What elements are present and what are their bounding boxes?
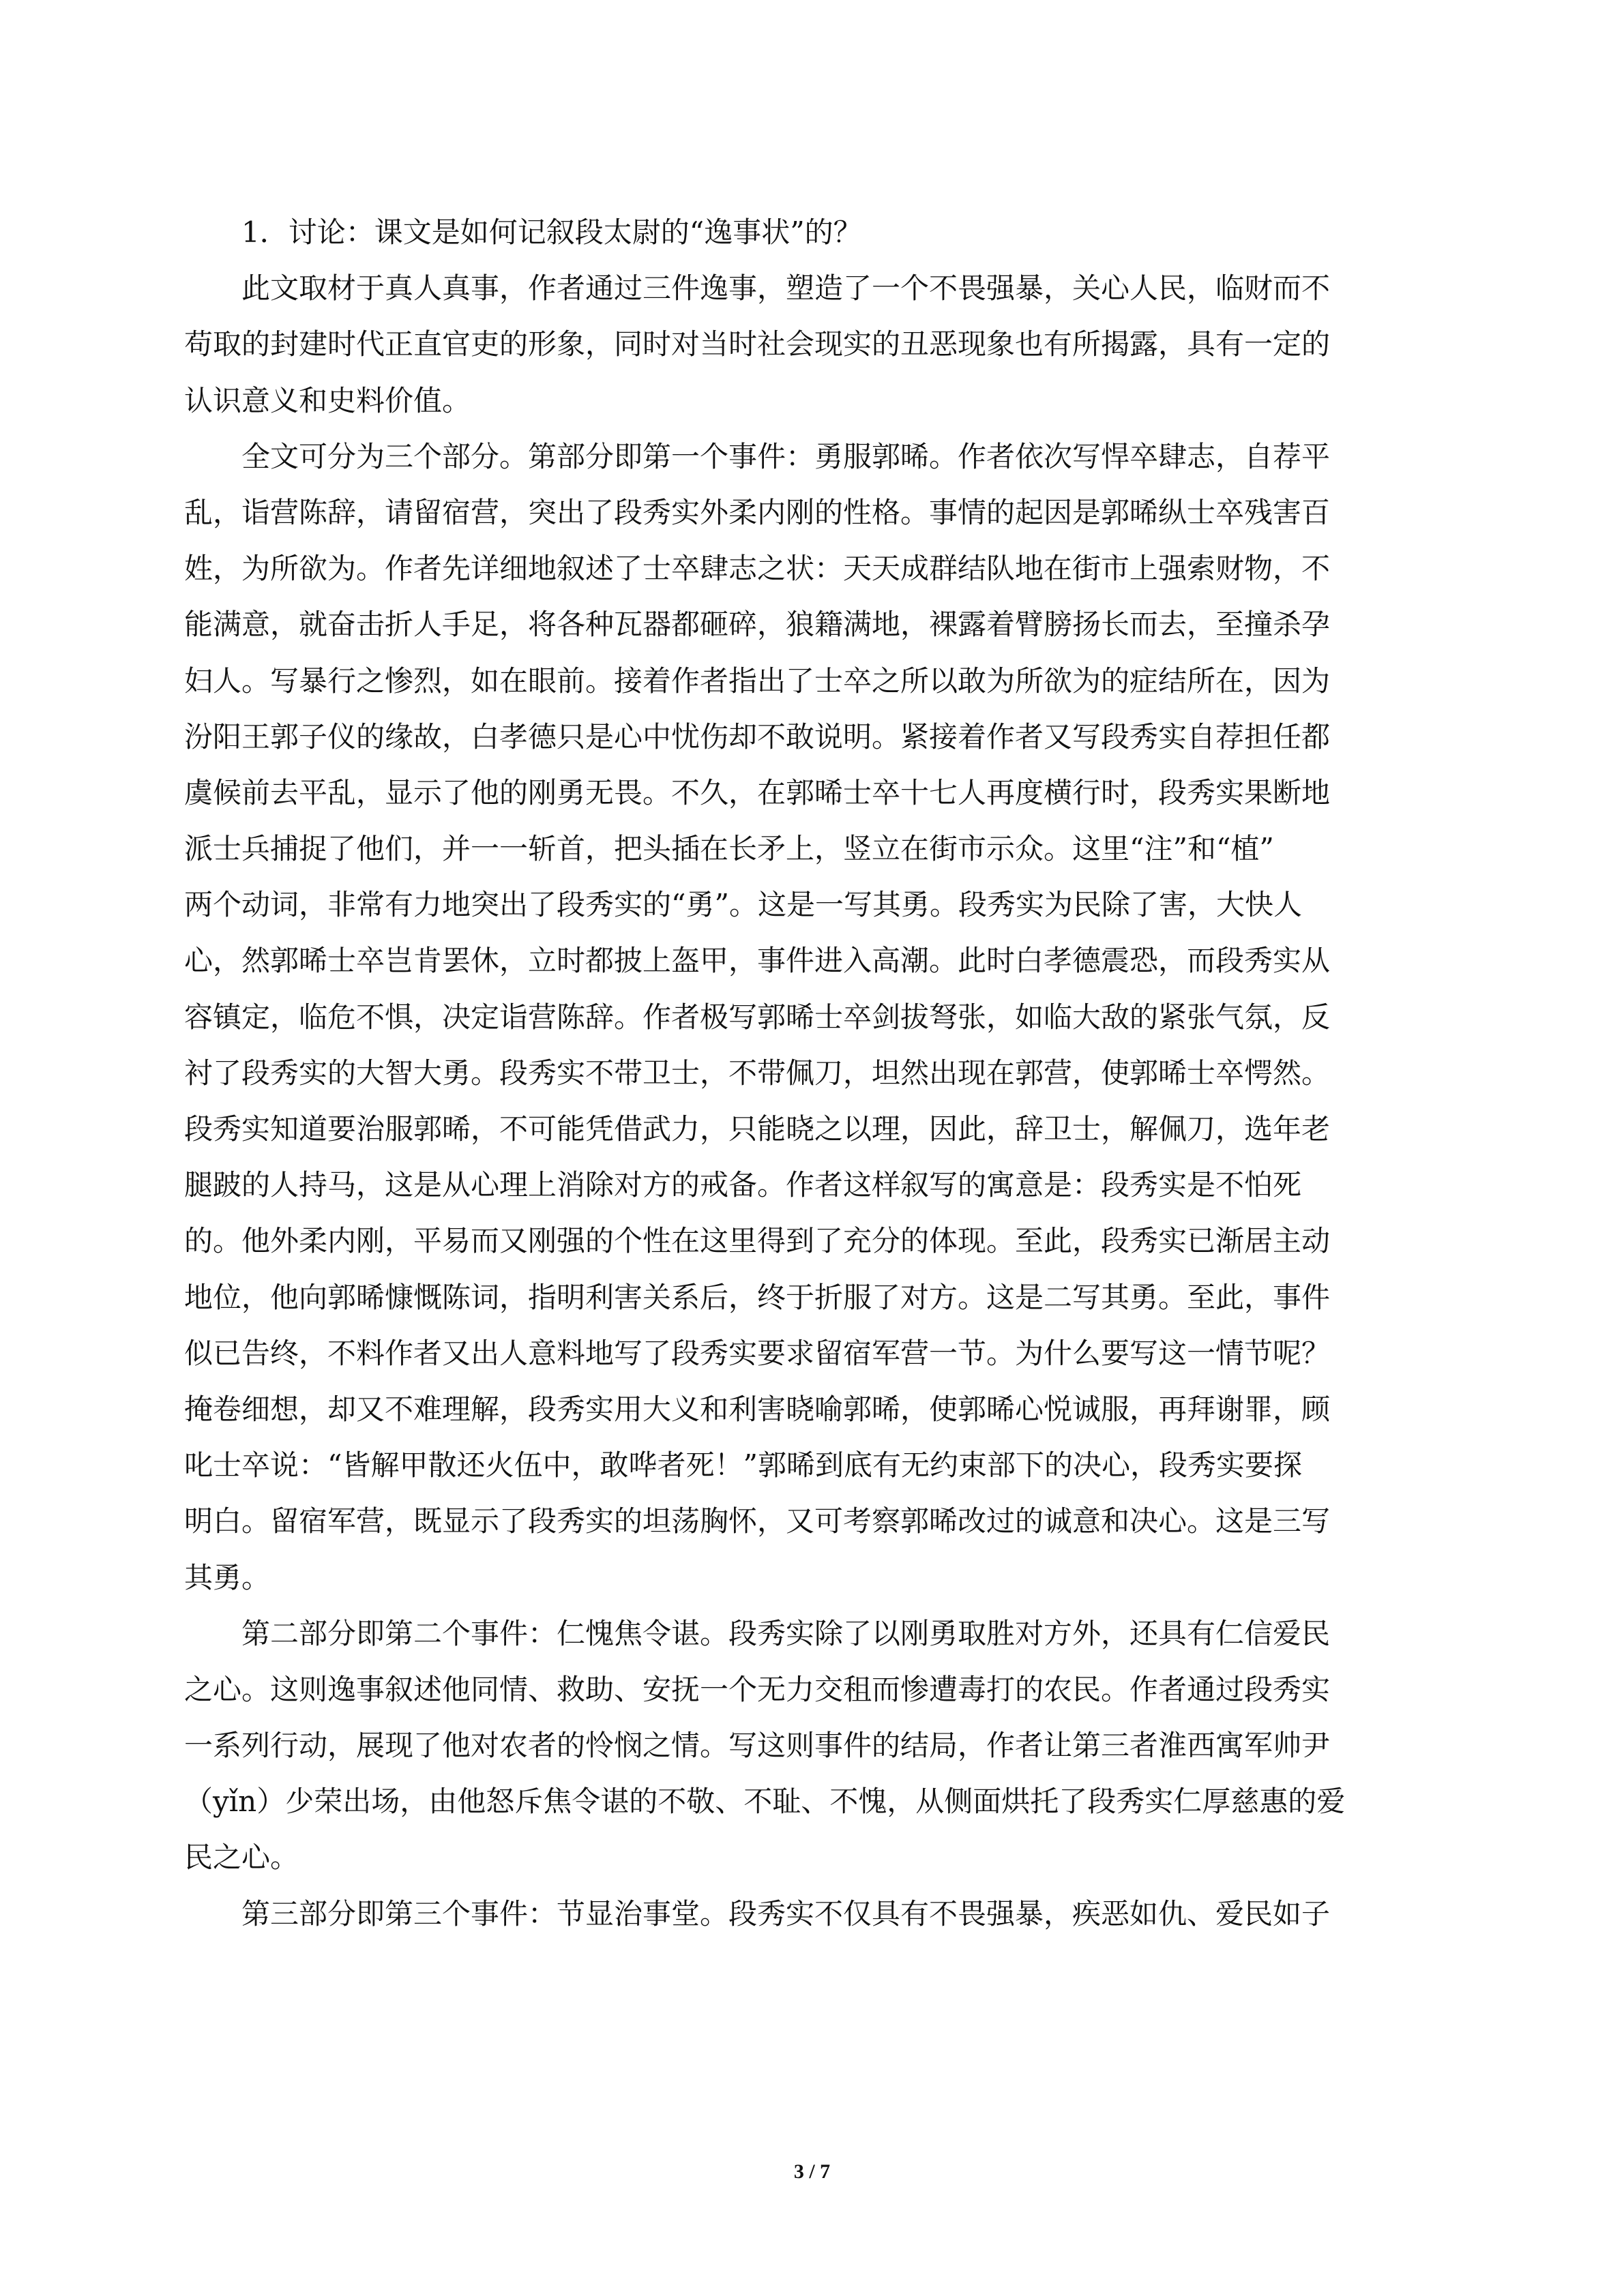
text-line: 两个动词，非常有力地突出了段秀实的“勇”。这是一写其勇。段秀实为民除了害，大快人 bbox=[184, 888, 1302, 922]
text-line: 姓，为所欲为。作者先详细地叙述了士卒肆志之状：天天成群结队地在街市上强索财物，不 bbox=[184, 552, 1331, 586]
text-line: 明白。留宿军营，既显示了段秀实的坦荡胸怀，又可考察郭晞改过的诚意和决心。这是三写 bbox=[184, 1504, 1331, 1538]
text-line: 之心。这则逸事叙述他同情、救助、安抚一个无力交租而惨遭毒打的农民。作者通过段秀实 bbox=[184, 1672, 1331, 1706]
text-line: 第二部分即第二个事件：仁愧焦令谌。段秀实除了以刚勇取胜对方外，还具有仁信爱民 bbox=[241, 1616, 1331, 1650]
paragraph bbox=[184, 429, 1466, 1606]
text-line: 腿跛的人持马，这是从心理上消除对方的戒备。作者这样叙写的寓意是：段秀实是不怕死 bbox=[184, 1168, 1302, 1202]
text-line: 能满意，就奋击折人手足，将各种瓦器都砸碎，狼籍满地，裸露着臂膀扬长而去，至撞杀孕 bbox=[184, 608, 1331, 642]
text-line: 此文取材于真人真事，作者通过三件逸事，塑造了一个不畏强暴，关心人民，临财而不 bbox=[241, 271, 1331, 305]
text-line: 苟取的封建时代正直官吏的形象，同时对当时社会现实的丑恶现象也有所揭露，具有一定的 bbox=[184, 327, 1331, 361]
text-line: 衬了段秀实的大智大勇。段秀实不带卫士，不带佩刀，坦然出现在郭营，使郭晞士卒愕然。 bbox=[184, 1056, 1331, 1090]
text-line: 汾阳王郭子仪的缘故，白孝德只是心中忧伤却不敢说明。紧接着作者又写段秀实自荐担任都 bbox=[184, 719, 1331, 754]
text-line: 地位，他向郭晞慷慨陈词，指明利害关系后，终于折服了对方。这是二写其勇。至此，事件 bbox=[184, 1280, 1331, 1314]
text-line: 段秀实知道要治服郭晞，不可能凭借武力，只能晓之以理，因此，辞卫士，解佩刀，选年老 bbox=[184, 1112, 1331, 1146]
text-line: 全文可分为三个部分。第部分即第一个事件：勇服郭晞。作者依次写悍卒肆志，自荐平 bbox=[241, 439, 1331, 473]
paragraph bbox=[184, 1886, 1466, 1942]
page-number: 3 / 7 bbox=[793, 2160, 831, 2183]
text-line: 容镇定，临危不惧，决定诣营陈辞。作者极写郭晞士卒剑拔弩张，如临大敌的紧张气氛，反 bbox=[184, 1000, 1331, 1034]
text-line: 乱，诣营陈辞，请留宿营，突出了段秀实外柔内刚的性格。事情的起因是郭晞纵士卒残害百 bbox=[184, 495, 1331, 529]
text-line: （yǐn）少荣出场，由他怒斥焦令谌的不敬、不耻、不愧，从侧面烘托了段秀实仁厚慈惠的爱 bbox=[184, 1785, 1346, 1819]
text-line: 1．讨论：课文是如何记叙段太尉的“逸事状”的？ bbox=[241, 215, 862, 249]
text-line: 掩卷细想，却又不难理解，段秀实用大义和利害晓喻郭晞，使郭晞心悦诚服，再拜谢罪，顾 bbox=[184, 1392, 1331, 1426]
text-line: 一系列行动，展现了他对农者的怜悯之情。写这则事件的结局，作者让第三者淮西寓军帅尹 bbox=[184, 1729, 1331, 1763]
text-line: 虞候前去平乱，显示了他的刚勇无畏。不久，在郭晞士卒十七人再度横行时，段秀实果断地 bbox=[184, 775, 1331, 809]
document-body bbox=[184, 205, 1466, 1942]
text-line: 妇人。写暴行之惨烈，如在眼前。接着作者指出了士卒之所以敢为所欲为的症结所在，因为 bbox=[184, 664, 1331, 698]
text-line: 心，然郭晞士卒岂肯罢休，立时都披上盔甲，事件进入高潮。此时白孝德震恐，而段秀实从 bbox=[184, 944, 1331, 978]
text-line: 叱士卒说：“皆解甲散还火伍中，敢哗者死！”郭晞到底有无约束部下的决心，段秀实要探 bbox=[184, 1448, 1302, 1482]
text-line: 民之心。 bbox=[184, 1840, 299, 1875]
text-line: 其勇。 bbox=[184, 1560, 271, 1594]
text-line: 派士兵捕捉了他们，并一一斩首，把头插在长矛上，竖立在街市示众。这里“注”和“植” bbox=[184, 832, 1274, 866]
paragraph bbox=[184, 205, 1466, 260]
text-line: 认识意义和史料价值。 bbox=[184, 383, 471, 417]
text-line: 第三部分即第三个事件：节显治事堂。段秀实不仅具有不畏强暴，疾恶如仇、爱民如子 bbox=[241, 1896, 1331, 1930]
paragraph bbox=[184, 1606, 1466, 1886]
paragraph bbox=[184, 260, 1466, 429]
text-line: 似已告终，不料作者又出人意料地写了段秀实要求留宿军营一节。为什么要写这一情节呢？ bbox=[184, 1336, 1331, 1370]
text-line: 的。他外柔内刚，平易而又刚强的个性在这里得到了充分的体现。至此，段秀实已渐居主动 bbox=[184, 1224, 1331, 1258]
